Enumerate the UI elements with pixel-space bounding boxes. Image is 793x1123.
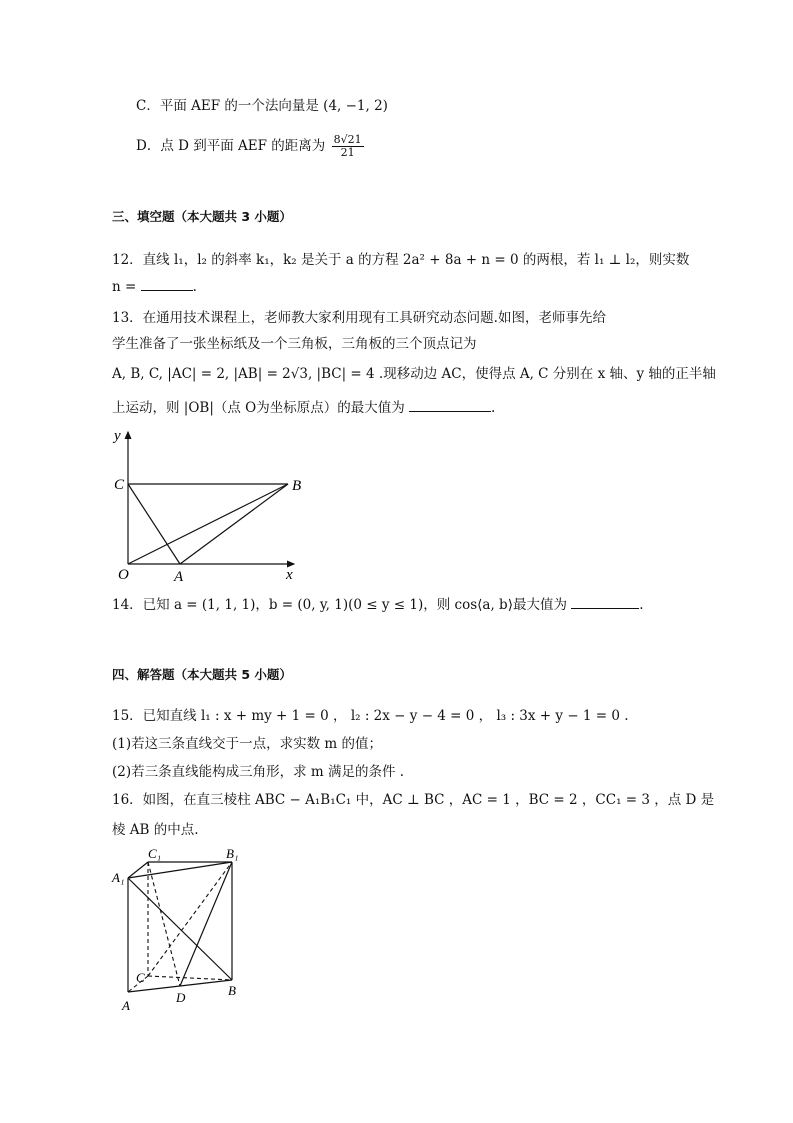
segment-ob xyxy=(128,484,288,564)
q13-period: . xyxy=(491,400,496,416)
prism-figure xyxy=(108,842,258,1017)
q13-line2: 学生准备了一张坐标纸及一个三角板，三角板的三个顶点记为 xyxy=(112,336,477,352)
label-a-bottom: A xyxy=(122,998,130,1013)
distance-fraction xyxy=(332,134,364,159)
option-d xyxy=(136,134,364,159)
q12-answer-blank[interactable] xyxy=(141,276,193,291)
fraction-denominator: 21 xyxy=(340,146,355,159)
q15-line1: 15．已知直线 l₁ : x + my + 1 = 0 ， l₂ : 2x − y − 4 = 0 ， l₃ : 3x + y − 1 = 0 . xyxy=(112,708,629,724)
label-a1: A₁ xyxy=(112,870,125,885)
q14-line xyxy=(112,594,644,615)
label-b-bottom: B xyxy=(228,983,236,998)
q13-line4 xyxy=(112,397,495,418)
q13-line4-text: 上运动，则 |OB|（点 O为坐标原点）的最大值为 xyxy=(112,400,405,416)
q13-line3: A, B, C, |AC| = 2, |AB| = 2√3, |BC| = 4 .现移动边 AC，使得点 A, C 分别在 x 轴、y 轴的正半轴 xyxy=(112,366,716,382)
edge-cb-hidden xyxy=(148,976,232,980)
coordinate-figure xyxy=(108,424,308,586)
label-c-bottom: C xyxy=(136,970,145,985)
fraction-numerator: 8√21 xyxy=(333,133,362,146)
edge-a1b1 xyxy=(128,862,232,878)
label-b1: B₁ xyxy=(226,846,239,861)
line-a1b xyxy=(128,878,232,980)
segment-ca xyxy=(128,484,180,564)
line-cb1-hidden xyxy=(148,862,232,976)
q16-line2: 棱 AB 的中点. xyxy=(112,822,199,838)
label-o: O xyxy=(118,567,129,583)
option-d-text: D．点 D 到平面 AEF 的距离为 xyxy=(136,138,326,154)
section-3-title: 三、填空题（本大题共 3 小题） xyxy=(112,209,292,224)
q12-line2 xyxy=(112,276,197,297)
line-b1d xyxy=(180,862,232,986)
q14-period: . xyxy=(639,597,644,613)
q13-line1: 13．在通用技术课程上，老师教大家利用现有工具研究动态问题.如图，老师事先给 xyxy=(112,310,606,326)
label-c: C xyxy=(114,477,125,493)
label-c1: C₁ xyxy=(148,846,162,861)
label-d: D xyxy=(176,990,186,1005)
q13-answer-blank[interactable] xyxy=(409,397,491,412)
section-4-title: 四、解答题（本大题共 5 小题） xyxy=(112,667,292,682)
q16-line1: 16．如图，在直三棱柱 ABC − A₁B₁C₁ 中，AC ⊥ BC ，AC = 1 ，BC = 2 ，CC₁ = 3 ，点 D 是 xyxy=(112,792,715,808)
q12-line1: 12．直线 l₁，l₂ 的斜率 k₁，k₂ 是关于 a 的方程 2a² + 8a + n = 0 的两根，若 l₁ ⊥ l₂，则实数 xyxy=(112,252,690,268)
label-x: x xyxy=(286,567,293,583)
q15-sub2: (2)若三条直线能构成三角形，求 m 满足的条件 . xyxy=(112,764,405,780)
label-y: y xyxy=(114,428,121,444)
option-c: C．平面 AEF 的一个法向量是 (4, −1, 2) xyxy=(136,98,388,114)
segment-ab xyxy=(180,484,288,564)
q12-n: n = xyxy=(112,279,137,295)
label-b: B xyxy=(292,478,302,494)
q14-text: 14．已知 a = (1, 1, 1)，b = (0, y, 1)(0 ≤ y ≤ 1)，则 cos⟨a, b⟩最大值为 xyxy=(112,597,567,613)
q15-sub1: (1)若这三条直线交于一点，求实数 m 的值； xyxy=(112,736,383,752)
q12-period: . xyxy=(192,279,197,295)
label-a: A xyxy=(174,569,184,585)
q14-answer-blank[interactable] xyxy=(571,594,639,609)
